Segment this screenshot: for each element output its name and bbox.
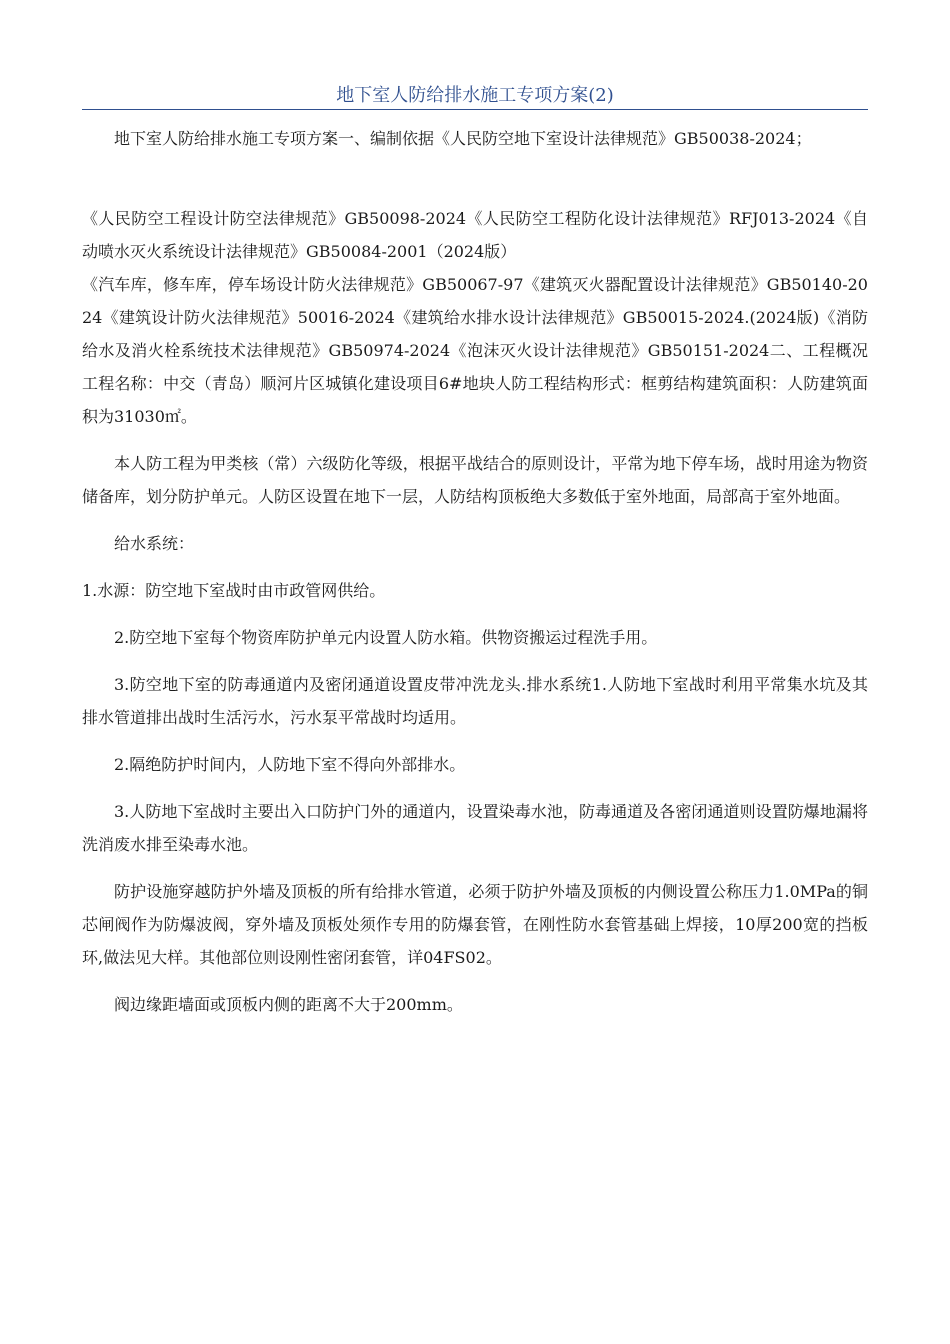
paragraph-water-source: 1.水源：防空地下室战时由市政管网供给。 — [82, 581, 386, 600]
document-body — [82, 122, 868, 1035]
paragraph-valve-distance: 阀边缘距墙面或顶板内侧的距离不大于200mm。 — [114, 995, 463, 1014]
paragraph-contaminated-pool: 3.人防地下室战时主要出入口防护门外的通道内，设置染毒水池，防毒通道及各密闭通道则设置防爆地漏将洗消废水排至染毒水池。 — [82, 802, 868, 854]
paragraph-water-supply-heading: 给水系统： — [114, 534, 195, 553]
paragraph-drainage: 3.防空地下室的防毒通道内及密闭通道设置皮带冲洗龙头.排水系统1.人防地下室战时利用平常集水坑及其排水管道排出战时生活污水，污水泵平常战时均适用。 — [82, 675, 868, 727]
paragraph-standards-1: 《人民防空工程设计防空法律规范》GB50098-2024《人民防空工程防化设计法律规范》RFJ013-2024《自动喷水灭火系统设计法律规范》GB50084-2001（2024版） — [82, 209, 868, 261]
paragraph-isolation: 2.隔绝防护时间内，人防地下室不得向外部排水。 — [114, 755, 466, 774]
paragraph-overview: 本人防工程为甲类核（常）六级防化等级，根据平战结合的原则设计，平常为地下停车场，战时用途为物资储备库，划分防护单元。人防区设置在地下一层，人防结构顶板绝大多数低于室外地面，局部高于室外地面。 — [82, 454, 868, 506]
title-underline — [82, 109, 868, 110]
paragraph-basis: 地下室人防给排水施工专项方案一、编制依据《人民防空地下室设计法律规范》GB50038-2024； — [114, 129, 812, 148]
paragraph-standards-2: 《汽车库，修车库，停车场设计防火法律规范》GB50067-97《建筑灭火器配置设计法律规范》GB50140-2024《建筑设计防火法律规范》50016-2024《建筑给水排水设计法律规范》GB50015-2024.(2024版)《消防给水及消火栓系统技术法律规范》GB50974-2024《泡沫灭火设计法律规范》GB50151-2024二、工程概况工程名称：中交（青岛）顺河片区城镇化建设项目6#地块人防工程结构形式：框剪结构建筑面积：人防建筑面积为31030㎡。 — [82, 275, 868, 426]
paragraph-pipe-protection: 防护设施穿越防护外墙及顶板的所有给排水管道，必须于防护外墙及顶板的内侧设置公称压力1.0MPa的铜芯闸阀作为防爆波阀，穿外墙及顶板处须作专用的防爆套管，在刚性防水套管基础上焊接，10厚200宽的挡板环,做法见大样。其他部位则设刚性密闭套管，详04FS02。 — [82, 882, 868, 967]
paragraph-water-tank: 2.防空地下室每个物资库防护单元内设置人防水箱。供物资搬运过程洗手用。 — [114, 628, 658, 647]
page-title: 地下室人防给排水施工专项方案(2) — [336, 85, 614, 106]
